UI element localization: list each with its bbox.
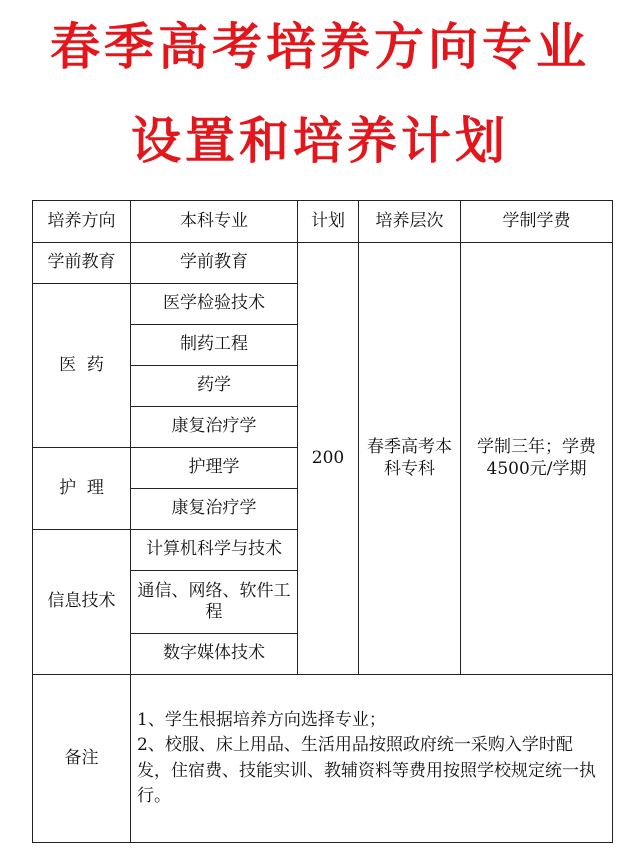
header-major: 本科专业 xyxy=(131,201,298,243)
major-cell: 康复治疗学 xyxy=(131,489,298,530)
major-cell: 计算机科学与技术 xyxy=(131,530,298,571)
page-title-line-2: 设置和培养计划 xyxy=(131,111,509,170)
header-direction: 培养方向 xyxy=(33,201,131,243)
direction-cell: 学前教育 xyxy=(33,243,131,284)
header-duration-fee: 学制学费 xyxy=(461,201,613,243)
major-cell: 药学 xyxy=(131,366,298,407)
duration-fee-cell: 学制三年；学费4500元/学期 xyxy=(461,243,613,675)
major-cell: 制药工程 xyxy=(131,325,298,366)
remark-row xyxy=(33,675,613,843)
major-cell: 康复治疗学 xyxy=(131,407,298,448)
remark-label: 备注 xyxy=(33,675,131,843)
page-title-line-1: 春季高考培养方向专业 xyxy=(50,17,590,76)
major-cell: 数字媒体技术 xyxy=(131,634,298,675)
header-plan: 计划 xyxy=(298,201,359,243)
table-header-row xyxy=(33,201,613,243)
level-cell: 春季高考本科专科 xyxy=(359,243,461,675)
direction-cell: 医 药 xyxy=(33,284,131,448)
major-cell: 医学检验技术 xyxy=(131,284,298,325)
major-cell: 护理学 xyxy=(131,448,298,489)
major-cell: 通信、网络、软件工程 xyxy=(131,571,298,634)
direction-cell: 信息技术 xyxy=(33,530,131,675)
remark-item-1: 1、学生根据培养方向选择专业； xyxy=(137,709,386,730)
direction-cell: 护 理 xyxy=(33,448,131,530)
header-level: 培养层次 xyxy=(359,201,461,243)
training-plan-table xyxy=(32,200,613,843)
major-cell: 学前教育 xyxy=(131,243,298,284)
plan-cell: 200 xyxy=(298,243,359,675)
remark-content xyxy=(131,675,613,843)
table-row xyxy=(33,243,613,284)
remark-item-2: 2、校服、床上用品、生活用品按照政府统一采购入学时配发，住宿费、技能实训、教辅资料等费用按照学校规定统一执行。 xyxy=(137,735,596,806)
